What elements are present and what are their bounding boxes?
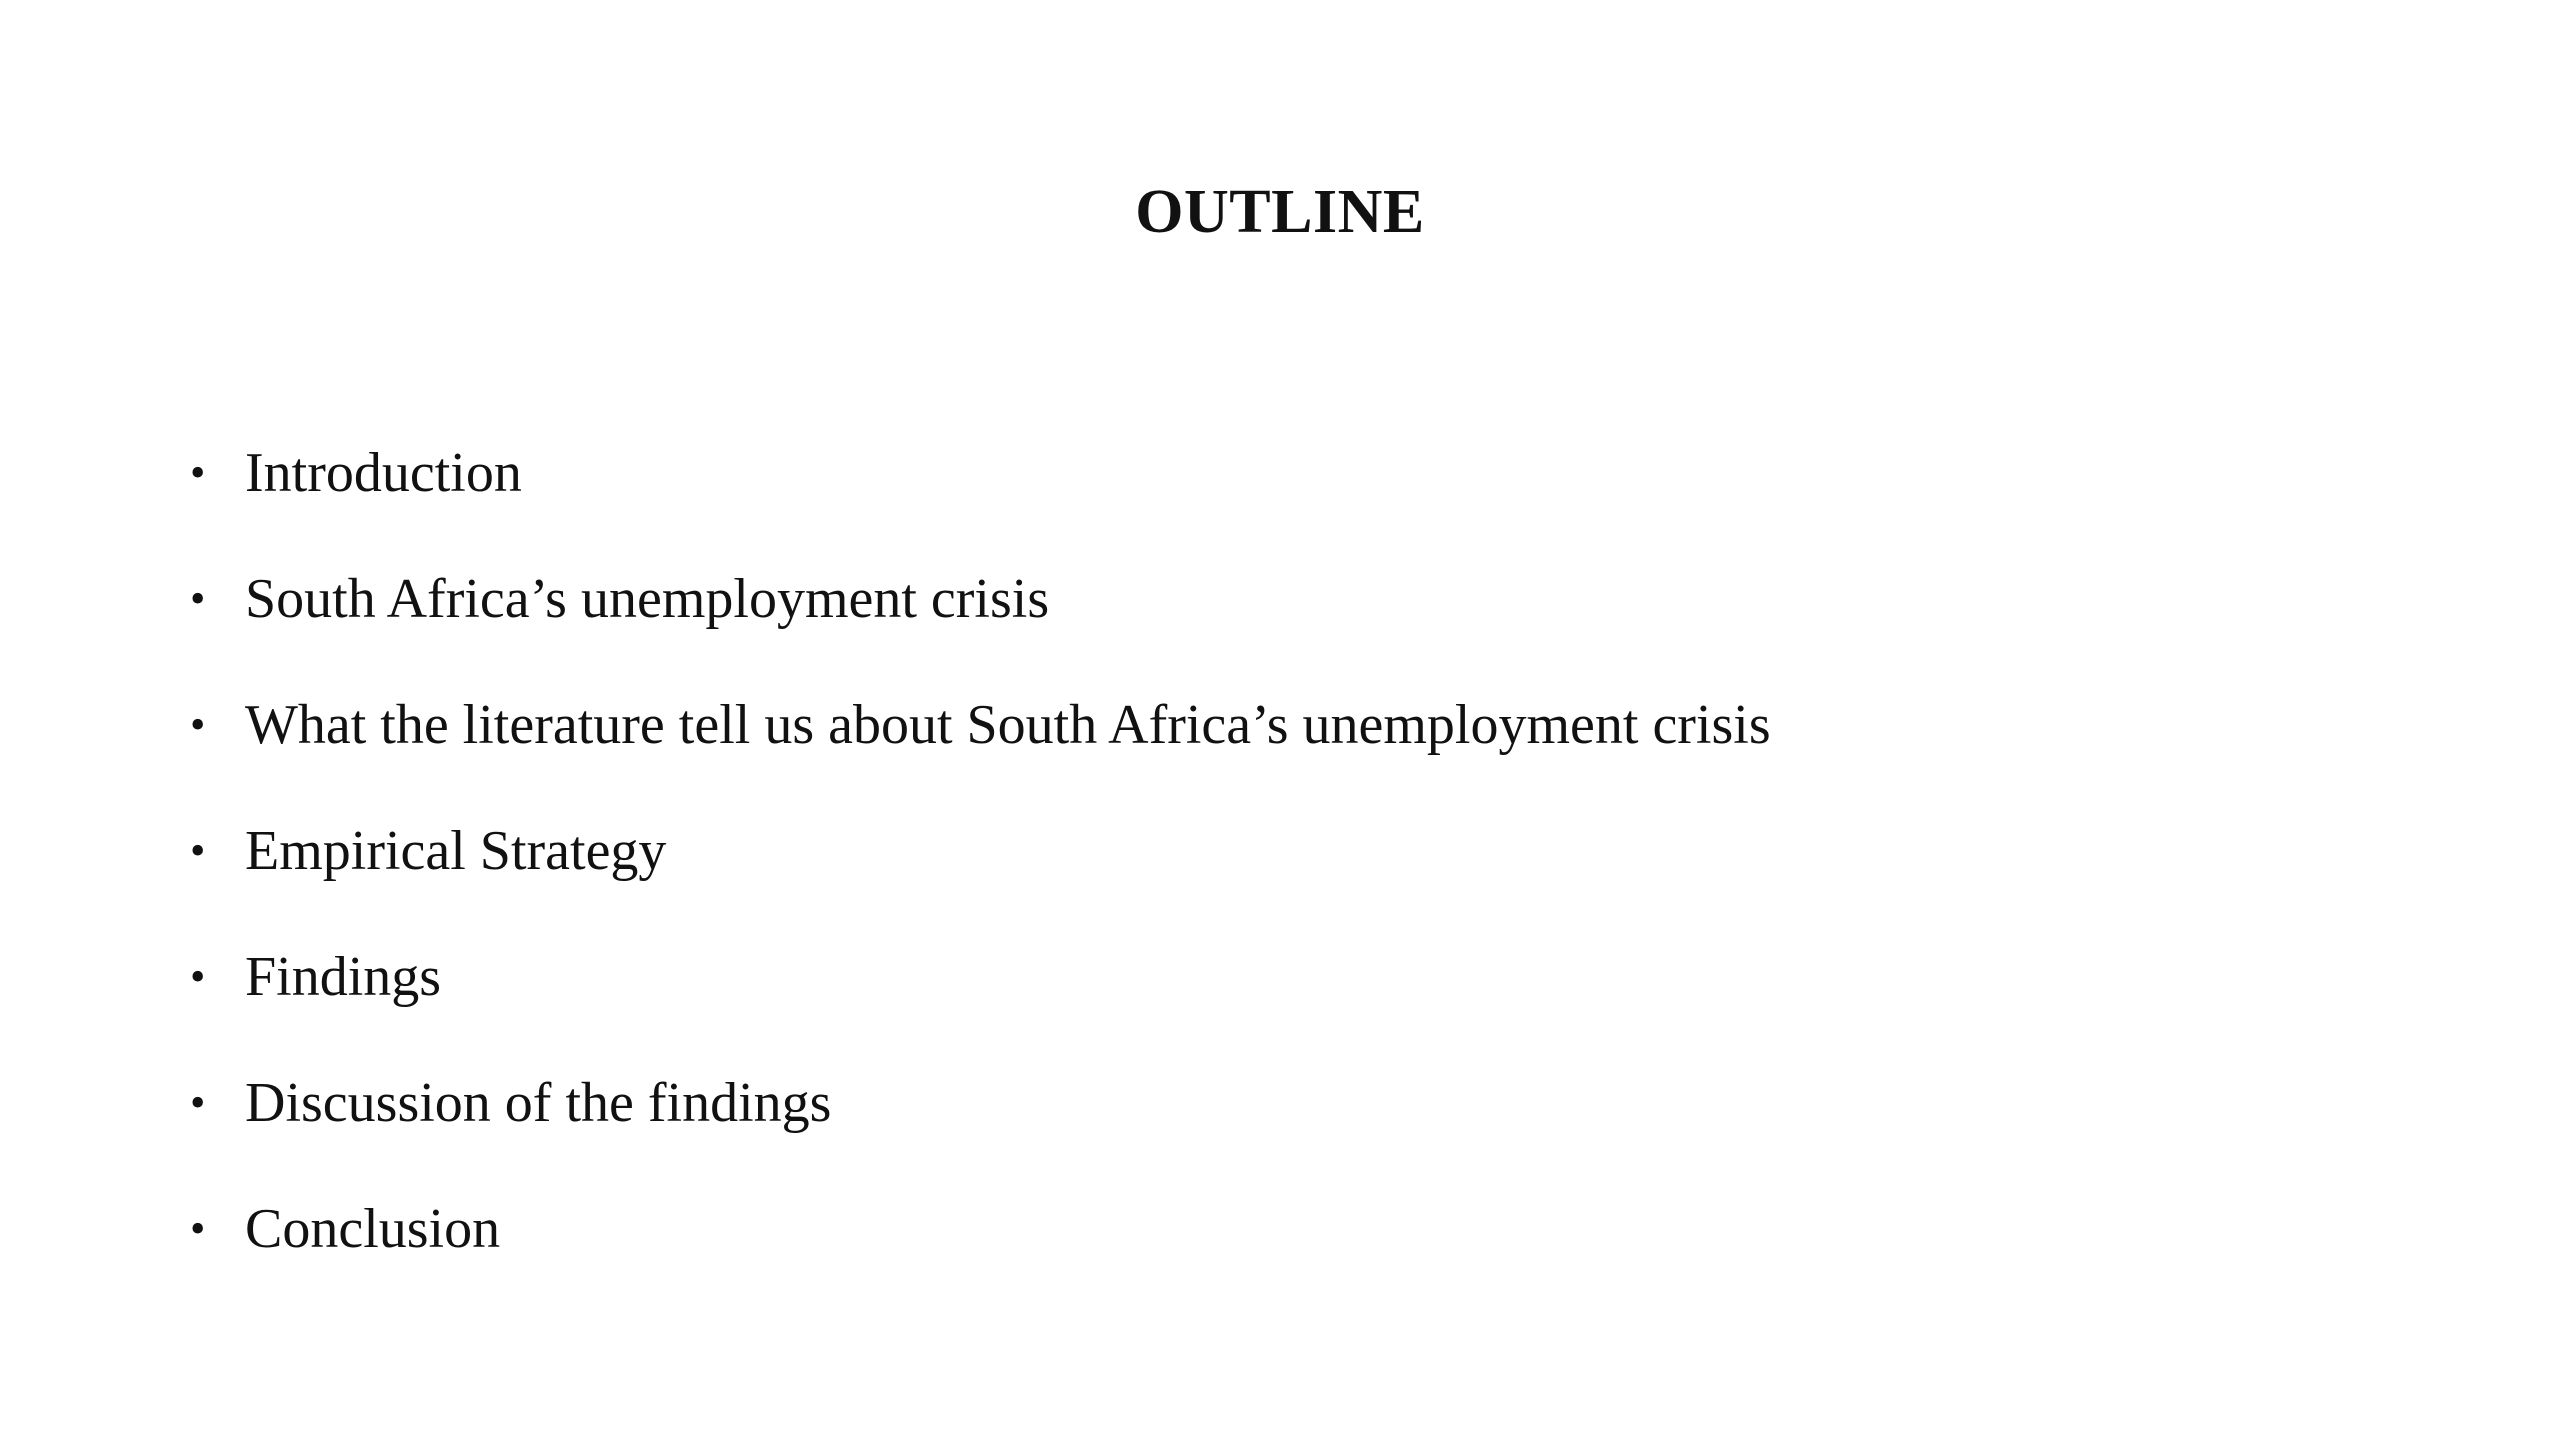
slide-title: OUTLINE [1135, 178, 1425, 246]
list-item-label: Empirical Strategy [245, 820, 667, 882]
bullet-icon: • [190, 574, 206, 623]
list-item-label: Introduction [245, 442, 522, 504]
list-item [190, 788, 1771, 914]
bullet-icon: • [190, 448, 206, 497]
list-item-label: What the literature tell us about South Africa’s unemployment crisis [245, 694, 1771, 756]
bullet-icon: • [190, 1204, 206, 1253]
list-item-label: Findings [245, 946, 442, 1008]
bullet-icon: • [190, 826, 206, 875]
list-item [190, 1040, 1771, 1166]
list-item [190, 1166, 1771, 1292]
bullet-icon: • [190, 700, 206, 749]
list-item [190, 536, 1771, 662]
list-item [190, 410, 1771, 536]
bullet-icon: • [190, 1078, 206, 1127]
list-item-label: Discussion of the findings [245, 1072, 832, 1134]
list-item [190, 662, 1771, 788]
bullet-icon: • [190, 952, 206, 1001]
list-item [190, 914, 1771, 1040]
list-item-label: South Africa’s unemployment crisis [245, 568, 1050, 630]
outline-list [190, 410, 1771, 1292]
list-item-label: Conclusion [245, 1198, 501, 1260]
